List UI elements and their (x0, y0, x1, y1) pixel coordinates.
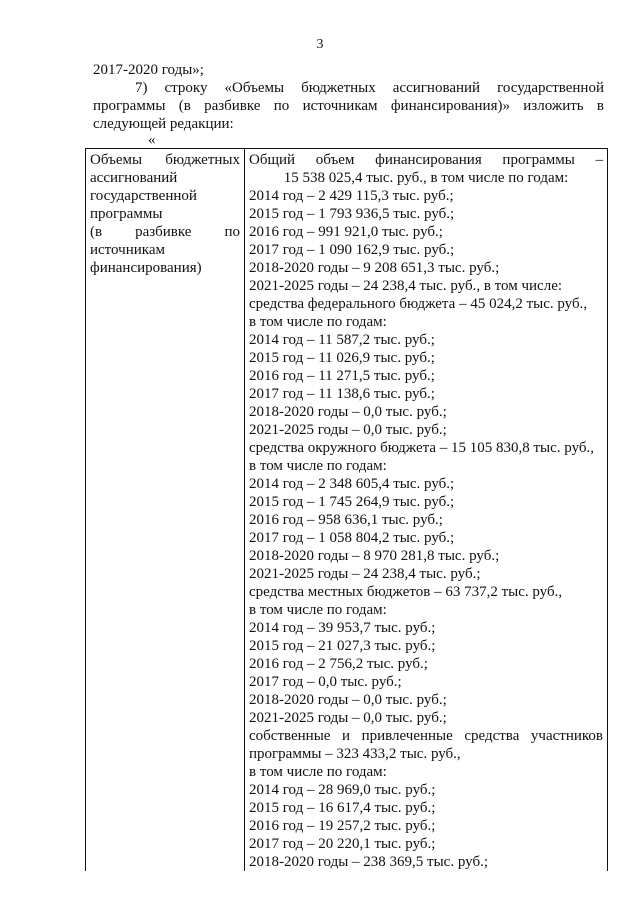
opening-quote: « (148, 132, 156, 148)
value-line: 2021-2025 годы – 24 238,4 тыс. руб.; (249, 566, 481, 582)
value-line: в том числе по годам: (249, 314, 387, 330)
label-line: источникам (90, 242, 165, 258)
label-line: ассигнований (90, 170, 178, 186)
intro-line: 2017-2020 годы»; (93, 62, 204, 78)
value-line: 2016 год – 11 271,5 тыс. руб.; (249, 368, 435, 384)
value-line: Общий объем финансирования программы – (249, 152, 603, 168)
intro-line: следующей редакции: (93, 116, 234, 132)
value-line: 2021-2025 годы – 0,0 тыс. руб.; (249, 422, 447, 438)
label-line: финансирования) (90, 260, 202, 276)
value-line: 2018-2020 годы – 238 369,5 тыс. руб.; (249, 854, 488, 870)
value-line: 2017 год – 11 138,6 тыс. руб.; (249, 386, 435, 402)
table-row (86, 149, 608, 872)
label-line: государственной (90, 188, 197, 204)
value-line: средства местных бюджетов – 63 737,2 тыс. руб., (249, 584, 563, 600)
value-line: 2018-2020 годы – 0,0 тыс. руб.; (249, 404, 447, 420)
value-line: 2014 год – 2 429 115,3 тыс. руб.; (249, 188, 454, 204)
value-line: средства окружного бюджета – 15 105 830,8 тыс. руб., (249, 440, 595, 456)
value-line: 2016 год – 19 257,2 тыс. руб.; (249, 818, 436, 834)
value-line: 2021-2025 годы – 24 238,4 тыс. руб., в том числе: (249, 278, 563, 294)
label-line: (в разбивке по (90, 224, 240, 240)
label-line: программы (90, 206, 163, 222)
value-line: программы – 323 433,2 тыс. руб., (249, 746, 461, 762)
value-line: 2017 год – 1 058 804,2 тыс. руб.; (249, 530, 455, 546)
value-line: 2014 год – 11 587,2 тыс. руб.; (249, 332, 435, 348)
value-line: 2016 год – 991 921,0 тыс. руб.; (249, 224, 443, 240)
value-line: 2015 год – 11 026,9 тыс. руб.; (249, 350, 435, 366)
page-number: 3 (316, 37, 324, 52)
table-label-cell (86, 149, 245, 872)
value-line: собственные и привлеченные средства участников (249, 728, 603, 744)
value-line: 2016 год – 958 636,1 тыс. руб.; (249, 512, 443, 528)
value-line: 2014 год – 2 348 605,4 тыс. руб.; (249, 476, 455, 492)
value-line: 15 538 025,4 тыс. руб., в том числе по годам: (283, 170, 569, 186)
value-line: 2015 год – 1 793 936,5 тыс. руб.; (249, 206, 455, 222)
value-line: 2017 год – 20 220,1 тыс. руб.; (249, 836, 436, 852)
funding-table (85, 148, 608, 871)
value-line: 2017 год – 1 090 162,9 тыс. руб.; (249, 242, 455, 258)
value-line: 2017 год – 0,0 тыс. руб.; (249, 674, 402, 690)
intro-line: программы (в разбивке по источникам финансирования)» изложить в (93, 98, 604, 114)
value-line: 2015 год – 16 617,4 тыс. руб.; (249, 800, 436, 816)
value-line: 2015 год – 1 745 264,9 тыс. руб.; (249, 494, 455, 510)
table-value-cell (245, 149, 608, 872)
value-line: 2014 год – 28 969,0 тыс. руб.; (249, 782, 436, 798)
value-line: в том числе по годам: (249, 764, 387, 780)
value-line: 2015 год – 21 027,3 тыс. руб.; (249, 638, 436, 654)
intro-line: 7) строку «Объемы бюджетных ассигнований государственной (135, 80, 604, 96)
value-line: 2018-2020 годы – 0,0 тыс. руб.; (249, 692, 447, 708)
value-line: 2021-2025 годы – 0,0 тыс. руб.; (249, 710, 447, 726)
value-line: 2018-2020 годы – 9 208 651,3 тыс. руб.; (249, 260, 500, 276)
label-line: Объемы бюджетных (90, 152, 240, 168)
value-line: 2016 год – 2 756,2 тыс. руб.; (249, 656, 428, 672)
value-line: 2014 год – 39 953,7 тыс. руб.; (249, 620, 436, 636)
value-line: 2018-2020 годы – 8 970 281,8 тыс. руб.; (249, 548, 500, 564)
intro-paragraph (93, 61, 604, 133)
value-line: в том числе по годам: (249, 458, 387, 474)
value-line: в том числе по годам: (249, 602, 387, 618)
value-line: средства федерального бюджета – 45 024,2 тыс. руб., (249, 296, 588, 312)
